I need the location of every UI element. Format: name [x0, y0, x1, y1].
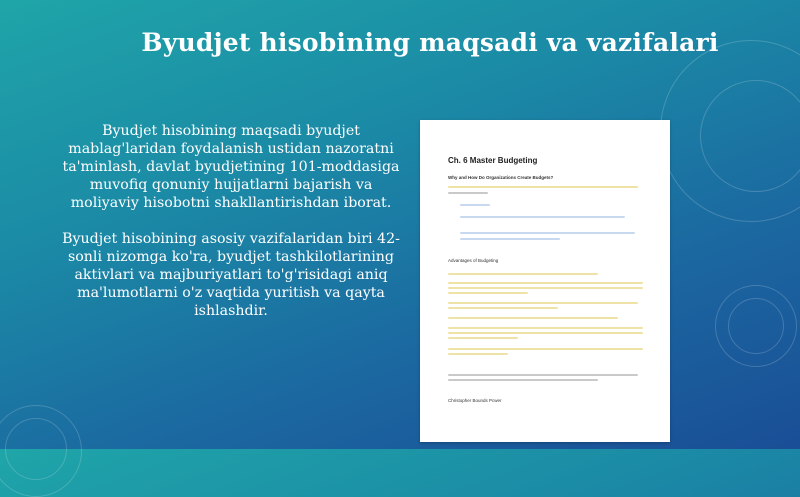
document-text-line [448, 337, 518, 339]
document-text-line [448, 302, 638, 304]
document-text-line [448, 379, 598, 381]
document-text-line [448, 307, 558, 309]
paragraph-goal: Byudjet hisobining maqsadi byudjet mablag'laridan foydalanish ustidan nazoratni ta'minlash, davlat byudjetining 101-moddasiga muvofiq qonuniy hujjatlarni bajarish va moliyaviy hisobotni shakllantirishdan iborat. [62, 123, 400, 211]
decorative-circle [728, 298, 784, 354]
document-text-line [448, 332, 643, 334]
document-text-line [460, 216, 625, 218]
decorative-circle [700, 80, 800, 192]
document-text-line [448, 348, 643, 350]
paragraph-tasks: Byudjet hisobining asosiy vazifalaridan biri 42-sonli nizomga ko'ra, byudjet tashkilotlarining aktivlari va majburiyatlari to'g'risidagi aniq ma'lumotlarni o'z vaqtida yuritish va qayta ishlashdir. [62, 231, 400, 319]
document-text-line [460, 204, 490, 206]
document-text-line [460, 232, 635, 234]
document-text-line [448, 292, 528, 294]
document-text-line [448, 273, 598, 275]
document-text-line [448, 327, 643, 329]
document-text-line [448, 287, 643, 289]
document-text-line [448, 186, 638, 188]
document-text-line [448, 192, 488, 194]
document-section-heading: Advantages of Budgeting [448, 258, 499, 263]
document-text-line [448, 353, 508, 355]
document-image [420, 120, 670, 442]
slide-body [56, 122, 406, 338]
document-text-line [448, 282, 643, 284]
decorative-circle [5, 418, 67, 480]
document-text-line [448, 374, 638, 376]
slide-title: Byudjet hisobining maqsadi va vazifalari [141, 28, 719, 57]
document-text-line [448, 317, 618, 319]
document-title: Ch. 6 Master Budgeting [448, 156, 538, 165]
document-text-line [460, 238, 560, 240]
document-signature: Christopher Bounds Pcwer [448, 398, 502, 403]
document-subtitle: Why and How Do Organizations Create Budgets? [448, 175, 554, 180]
